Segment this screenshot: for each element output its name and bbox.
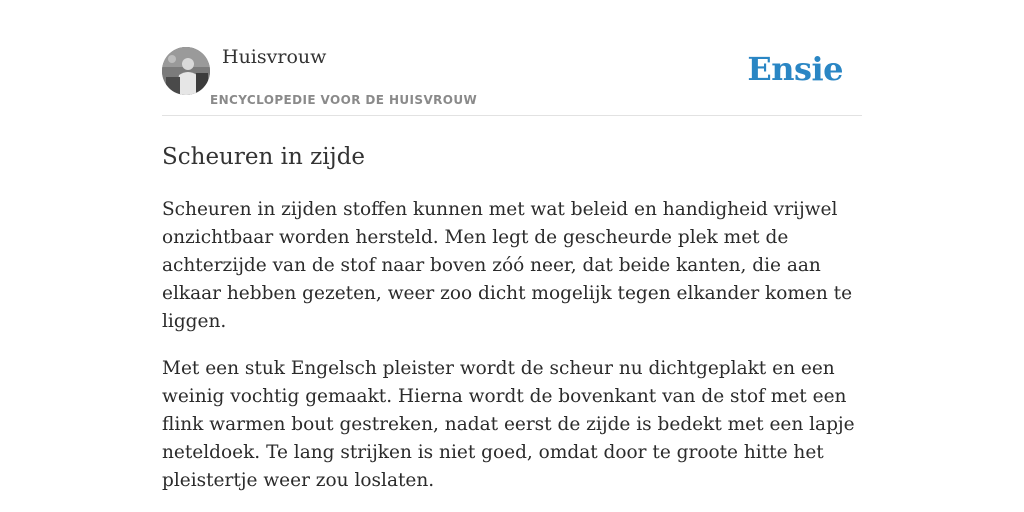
brand-logo[interactable]: Ensie <box>747 50 843 88</box>
article-body <box>162 196 862 495</box>
page <box>162 0 862 495</box>
article-paragraph: Scheuren in zijden stoffen kunnen met wat beleid en handigheid vrijwel onzichtbaar worden hersteld. Men legt de gescheurde plek met de achterzijde van de stof naar boven zóó neer, dat beide kanten, die aan elkaar hebben gezeten, weer zoo dicht mogelijk tegen elkander komen te liggen. <box>162 199 853 332</box>
article-title: Scheuren in zijde <box>162 144 366 170</box>
article-paragraph: Met een stuk Engelsch pleister wordt de scheur nu dichtgeplakt en een weinig vochtig gemaakt. Hierna wordt de bovenkant van de stof met een flink warmen bout gestreken, nadat eerst de zijde is bedekt met een lapje neteldoek. Te lang strijken is niet goed, omdat door te groote hitte het pleistertje weer zou loslaten. <box>162 358 855 491</box>
source-subtitle: ENCYCLOPEDIE VOOR DE HUISVROUW <box>210 93 478 107</box>
avatar-photo-icon <box>162 47 210 95</box>
source-name-link[interactable]: Huisvrouw <box>222 46 327 68</box>
source-header <box>162 0 862 116</box>
source-avatar[interactable] <box>162 47 210 95</box>
